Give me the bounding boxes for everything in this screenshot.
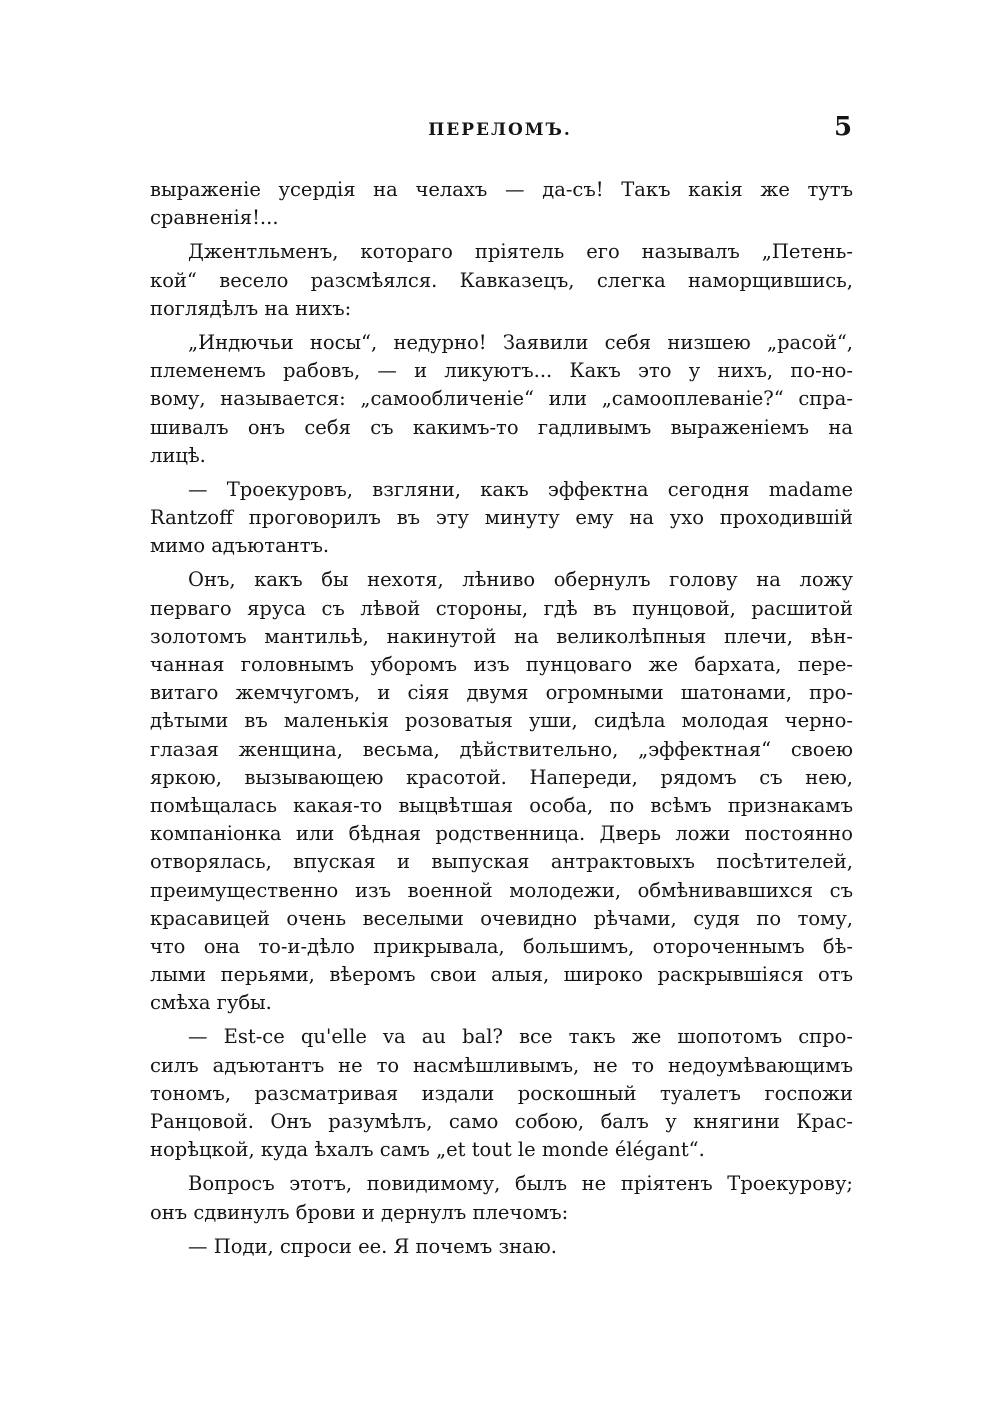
text-line: — Поди, спроси ее. Я почемъ знаю. bbox=[188, 1234, 557, 1258]
text-line: дѣтыми въ маленькія розоватыя уши, сидѣла молодая черно- bbox=[150, 709, 853, 733]
text-line: тономъ, разсматривая издали роскошный туалетъ госпожи bbox=[150, 1081, 853, 1105]
text-line: кой“ весело разсмѣялся. Кавказецъ, слегка наморщившись, bbox=[150, 268, 853, 292]
text-line: поглядѣлъ на нихъ: bbox=[150, 296, 352, 320]
paragraph bbox=[150, 238, 853, 323]
text-line: норѣцкой, куда ѣхалъ самъ „et tout le monde élégant“. bbox=[150, 1138, 705, 1162]
paragraph bbox=[150, 1023, 853, 1164]
paragraph bbox=[150, 1170, 853, 1226]
paragraph bbox=[150, 329, 853, 470]
text-line: Rantzoff проговорилъ въ эту минуту ему на ухо проходившій bbox=[150, 506, 853, 530]
text-line: Онъ, какъ бы нехотя, лѣниво обернулъ голову на ложу bbox=[188, 568, 853, 592]
text-line: перваго яруса съ лѣвой стороны, гдѣ въ пунцовой, расшитой bbox=[150, 596, 853, 620]
text-line: преимущественно изъ военной молодежи, обмѣнивавшихся съ bbox=[150, 878, 853, 902]
text-line: лицѣ. bbox=[150, 443, 206, 467]
paragraph bbox=[150, 476, 853, 561]
text-line: онъ сдвинулъ брови и дернулъ плечомъ: bbox=[150, 1200, 569, 1224]
text-line: глазая женщина, весьма, дѣйствительно, „эффектная“ своею bbox=[150, 737, 853, 761]
paragraph bbox=[150, 566, 853, 1017]
text-line: красавицей очень веселыми очевидно рѣчами, судя по тому, bbox=[150, 906, 853, 930]
text-line: витаго жемчугомъ, и сіяя двумя огромными шатонами, про- bbox=[150, 681, 853, 705]
text-line: отворялась, впуская и выпуская антрактовыхъ посѣтителей, bbox=[150, 850, 853, 874]
text-line: помѣщалась какая-то выцвѣтшая особа, по всѣмъ признакамъ bbox=[150, 793, 853, 817]
text-line: Вопросъ этотъ, повидимому, былъ не пріятенъ Троекурову; bbox=[188, 1172, 853, 1196]
text-line: яркою, вызывающею красотой. Напереди, рядомъ съ нею, bbox=[150, 765, 853, 789]
body-text bbox=[150, 176, 853, 1261]
text-line: „Индючьи носы“, недурно! Заявили себя низшею „расой“, bbox=[188, 330, 853, 354]
text-line: лыми перьями, вѣеромъ свои алыя, широко раскрывшіяся отъ bbox=[150, 963, 853, 987]
text-line: чанная головнымъ уборомъ изъ пунцоваго же бархата, пере- bbox=[150, 653, 853, 676]
text-line: сравненія!... bbox=[150, 206, 279, 230]
text-line: силъ адъютантъ не то насмѣшливымъ, не то недоумѣвающимъ bbox=[150, 1053, 853, 1077]
text-line: выраженіе усердія на челахъ — да-съ! Такъ какія же тутъ bbox=[150, 178, 853, 201]
text-line: мимо адъютантъ. bbox=[150, 534, 330, 558]
text-line: племенемъ рабовъ, — и ликуютъ... Какъ это у нихъ, по-но- bbox=[150, 359, 853, 383]
text-line: смѣха губы. bbox=[150, 991, 272, 1015]
running-title: ПЕРЕЛОМЪ. bbox=[428, 120, 572, 140]
paragraph bbox=[150, 176, 853, 232]
paragraph bbox=[150, 1233, 853, 1261]
text-line: Ранцовой. Онъ разумѣлъ, само собою, балъ у княгини Крас- bbox=[150, 1110, 853, 1133]
page-number: 5 bbox=[834, 112, 853, 142]
text-line: компаніонка или бѣдная родственница. Дверь ложи постоянно bbox=[150, 822, 853, 846]
text-line: шивалъ онъ себя съ какимъ-то гадливымъ выраженіемъ на bbox=[150, 415, 853, 439]
text-line: золотомъ мантильѣ, накинутой на великолѣпныя плечи, вѣн- bbox=[150, 624, 853, 648]
text-line: Джентльменъ, котораго пріятель его называлъ „Петень- bbox=[188, 240, 853, 264]
text-line: — Est-ce qu'elle va au bal? все такъ же шопотомъ спро- bbox=[188, 1025, 853, 1049]
text-line: что она то-и-дѣло прикрывала, большимъ, отороченнымъ бѣ- bbox=[150, 934, 853, 958]
text-line: — Троекуровъ, взгляни, какъ эффектна сегодня madame bbox=[188, 477, 853, 501]
text-line: вому, называется: „самообличеніе“ или „самооплеваніе?“ спра- bbox=[150, 387, 853, 411]
